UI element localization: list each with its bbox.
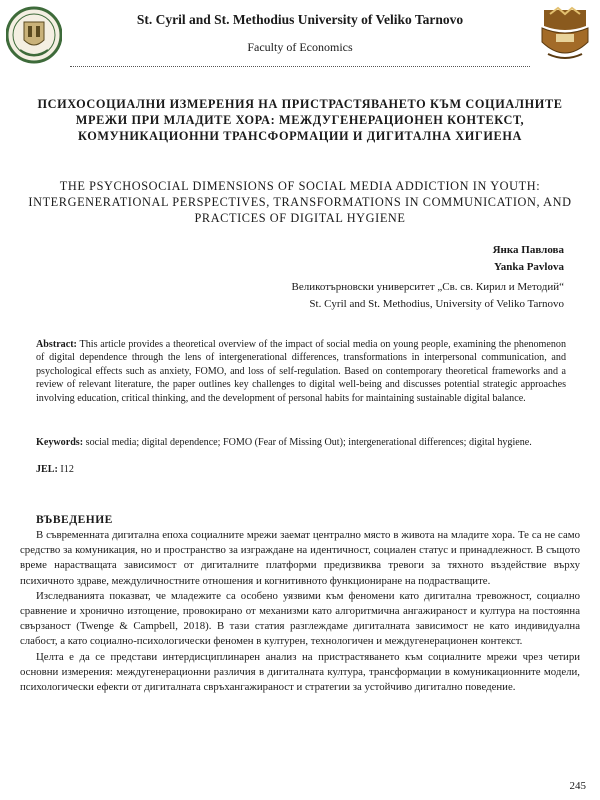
university-crest-logo [6, 4, 62, 66]
author-affiliation-en: St. Cyril and St. Methodius, University of Veliko Tarnovo [309, 298, 564, 310]
author-name-en: Yanka Pavlova [494, 261, 564, 273]
abstract-text: This article provides a theoretical overview of the impact of social media on young people, examining the phenomenon of digital dependence through the lens of intergenerational differences, transformations in interpersonal communication, and psychological effects such as anxiety, FOMO, and loss of self-regulation. Based on contemporary theoretical frameworks and a review of relevant literature, the paper outlines key challenges to digital well-being and discusses potential strategic approaches involving education, critical thinking, and the development of personal habits for maintaining sustainable digital balance. [36, 339, 567, 404]
university-name: St. Cyril and St. Methodius University of Veliko Tarnovo [136, 12, 464, 27]
page-header [0, 0, 600, 72]
abstract [36, 338, 566, 405]
paragraph: Изследванията показват, че младежите са особено уязвими към феномени като дигитална тревожност, социално сравнение и хронично изтощение, провокирано от механизми като алгоритмична ангажираност и култура на постоянна свързаност (Twenge & Campbell, 2018). В тази статия разглеждаме дигиталната зависимост не като индивидуална слабост, а като социално-психологически феномен в културен, технологичен и междугенерационен контекст. [20, 589, 580, 648]
section-heading-introduction: ВЪВЕДЕНИЕ [36, 514, 113, 526]
keywords-label: Keywords: [36, 437, 84, 448]
jel-code [36, 464, 74, 475]
author-name-bg: Янка Павлова [492, 244, 564, 256]
faculty-emblem-logo [536, 4, 594, 66]
header-divider [70, 66, 530, 67]
paragraph: Целта е да се представи интердисциплинарен анализ на пристрастяването към социалните мрежи чрез четири основни измерения: междугенерационни различия в дигиталната култура, трансформации в комуникационните модели, психологически ефекти от дигиталната свръхангажираност и стратегии за устойчиво дигитално поведение. [20, 650, 580, 694]
abstract-label: Abstract: [36, 339, 77, 350]
faculty-name: Faculty of Economics [247, 40, 353, 54]
page-number: 245 [569, 780, 586, 792]
keywords-text: social media; digital dependence; FOMO (Fear of Missing Out); intergenerational differences; digital hygiene. [85, 437, 532, 448]
keywords [36, 436, 566, 449]
title-english: THE PSYCHOSOCIAL DIMENSIONS OF SOCIAL MEDIA ADDICTION IN YOUTH: INTERGENERATIONAL PERSPECTIVES, TRANSFORMATIONS IN COMMUNICATION, AND PRACTICES OF DIGITAL HYGIENE [28, 179, 572, 225]
introduction-body [20, 528, 580, 695]
jel-label: JEL: [36, 464, 58, 475]
author-affiliation-bg: Великотърновски университет „Св. св. Кирил и Методий“ [291, 281, 564, 293]
title-bulgarian: ПСИХОСОЦИАЛНИ ИЗМЕРЕНИЯ НА ПРИСТРАСТЯВАНЕТО КЪМ СОЦИАЛНИТЕ МРЕЖИ ПРИ МЛАДИТЕ ХОРА: МЕЖДУГЕНЕРАЦИОНЕН КОНТЕКСТ, КОМУНИКАЦИОННИ ТРАНСФОРМАЦИИ И ДИГИТАЛНА ХИГИЕНА [37, 97, 563, 143]
jel-value: I12 [60, 464, 74, 475]
paragraph: В съвременната дигитална епоха социалните мрежи заемат централно място в живота на младите хора. Те са не само средство за комуникация, но и пространство за изграждане на идентичност, социален статус и принадлежност. В същото време нарастващата зависимост от дигиталните платформи предизвиква тревоги за тяхното въздействие върху психичното здраве, междуличностните отношения и когнитивното функциониране на подрастващите. [20, 529, 580, 587]
